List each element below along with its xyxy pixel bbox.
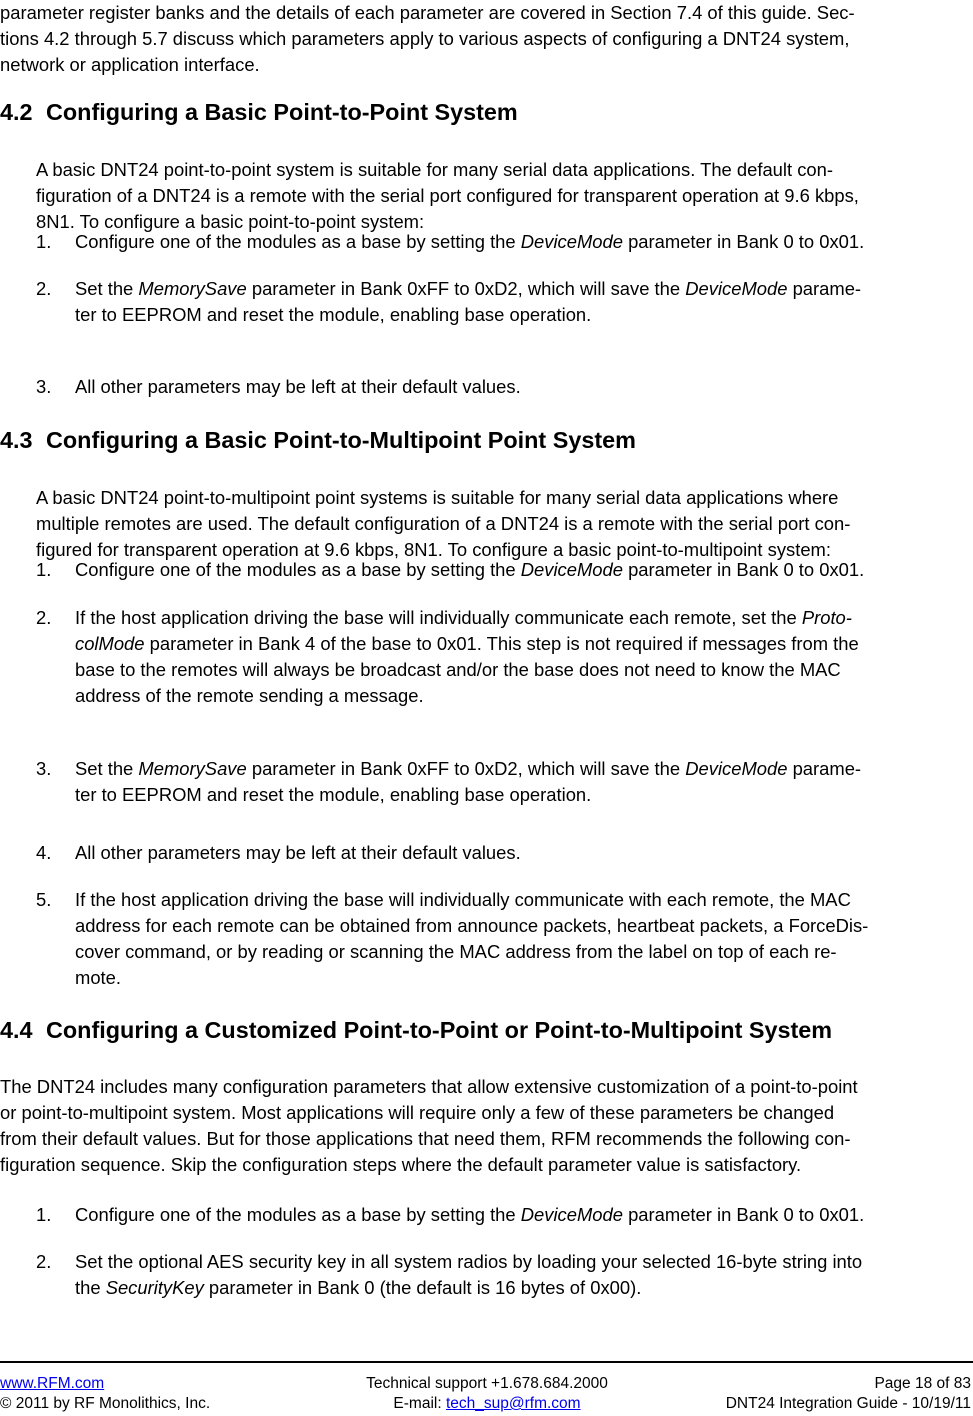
list-number: 4. — [36, 842, 52, 863]
list-number: 2. — [36, 607, 52, 628]
page-number: Page 18 of 83 — [874, 1375, 971, 1392]
intro-paragraph — [0, 0, 855, 78]
section-number: 4.4 — [0, 1017, 33, 1043]
support-email-line: E-mail: tech_sup@rfm.com — [393, 1395, 581, 1412]
text-line: 8N1. To configure a basic point-to-point system: — [36, 211, 425, 232]
footer-right — [726, 1374, 971, 1414]
footer-divider — [0, 1361, 973, 1363]
text-line: parameter register banks and the details of each parameter are covered in Section 7.4 of this guide. Sec- — [0, 2, 855, 23]
text-line: figuration of a DNT24 is a remote with the serial port configured for transparent operation at 9.6 kbps, — [36, 185, 859, 206]
section-heading-4-2 — [0, 98, 518, 126]
list-text: Configure one of the modules as a base by setting the DeviceMode parameter in Bank 0 to 0x01. — [75, 231, 865, 252]
list-text: Configure one of the modules as a base by setting the DeviceMode parameter in Bank 0 to 0x01. — [75, 559, 865, 580]
list-text: Set the MemorySave parameter in Bank 0xFF to 0xD2, which will save the DeviceMode parame- ter to EEPROM and reset the module, enabling base operation. — [75, 278, 862, 325]
list-number: 2. — [36, 278, 52, 299]
text-line: multiple remotes are used. The default configuration of a DNT24 is a remote with the serial port con- — [36, 513, 851, 534]
list-text: Configure one of the modules as a base by setting the DeviceMode parameter in Bank 0 to 0x01. — [75, 1204, 865, 1225]
list-text: Set the MemorySave parameter in Bank 0xFF to 0xD2, which will save the DeviceMode parame- ter to EEPROM and reset the module, enabling base operation. — [75, 758, 862, 805]
list-number: 5. — [36, 889, 52, 910]
section-number: 4.2 — [0, 99, 33, 125]
text-line: figuration sequence. Skip the configuration steps where the default parameter value is satisfactory. — [0, 1154, 802, 1175]
section-heading-4-4 — [0, 1016, 832, 1044]
text-line: network or application interface. — [0, 54, 260, 75]
website-link[interactable]: www.RFM.com — [0, 1375, 105, 1392]
list-number: 3. — [36, 376, 52, 397]
list-text: If the host application driving the base will individually communicate each remote, set the Proto- colMode parameter in Bank 4 of the base to 0x01. This step is not required if messages from the base to the remotes will always be broadcast and/or the base does not need to know the MAC address of the remote sending a message. — [75, 607, 859, 706]
text-line: or point-to-multipoint system. Most applications will require only a few of these parameters be changed — [0, 1102, 835, 1123]
list-text: All other parameters may be left at their default values. — [75, 376, 521, 397]
section-title: Configuring a Customized Point-to-Point or Point-to-Multipoint System — [46, 1017, 833, 1043]
list-text: If the host application driving the base will individually communicate with each remote, the MAC address for each remote can be obtained from announce packets, heartbeat packets, a ForceDis- cover command, or by reading or scanning the MAC address from the label on top of each re- mote. — [75, 889, 869, 988]
list-number: 1. — [36, 1204, 52, 1225]
copyright: © 2011 by RF Monolithics, Inc. — [0, 1395, 211, 1412]
email-link[interactable]: tech_sup@rfm.com — [445, 1395, 581, 1412]
section-number: 4.3 — [0, 427, 33, 453]
guide-title: DNT24 Integration Guide - 10/19/11 — [725, 1395, 971, 1412]
text-line: from their default values. But for those applications that need them, RFM recommends the following con- — [0, 1128, 851, 1149]
list-number: 1. — [36, 559, 52, 580]
list-number: 2. — [36, 1251, 52, 1272]
footer-left — [0, 1374, 210, 1414]
list-number: 1. — [36, 231, 52, 252]
list-text: All other parameters may be left at their default values. — [75, 842, 521, 863]
list-text: Set the optional AES security key in all system radios by loading your selected 16-byte string into the SecurityKey parameter in Bank 0 (the default is 16 bytes of 0x00). — [75, 1251, 863, 1298]
section-title: Configuring a Basic Point-to-Point System — [46, 99, 518, 125]
text-line: A basic DNT24 point-to-point system is suitable for many serial data applications. The default con- — [36, 159, 833, 180]
section-4-3-paragraph — [36, 485, 850, 563]
section-4-4-paragraph — [0, 1074, 858, 1178]
section-4-2-paragraph — [36, 157, 859, 235]
section-heading-4-3 — [0, 426, 636, 454]
text-line: A basic DNT24 point-to-multipoint point systems is suitable for many serial data applications where — [36, 487, 839, 508]
text-line: tions 4.2 through 5.7 discuss which parameters apply to various aspects of configuring a DNT24 system, — [0, 28, 850, 49]
footer-center — [297, 1374, 677, 1414]
support-phone: Technical support +1.678.684.2000 — [366, 1375, 608, 1392]
section-title: Configuring a Basic Point-to-Multipoint Point System — [46, 427, 636, 453]
text-line: The DNT24 includes many configuration parameters that allow extensive customization of a point-to-point — [0, 1076, 858, 1097]
list-number: 3. — [36, 758, 52, 779]
text-line: figured for transparent operation at 9.6 kbps, 8N1. To configure a basic point-to-multipoint system: — [36, 539, 831, 560]
